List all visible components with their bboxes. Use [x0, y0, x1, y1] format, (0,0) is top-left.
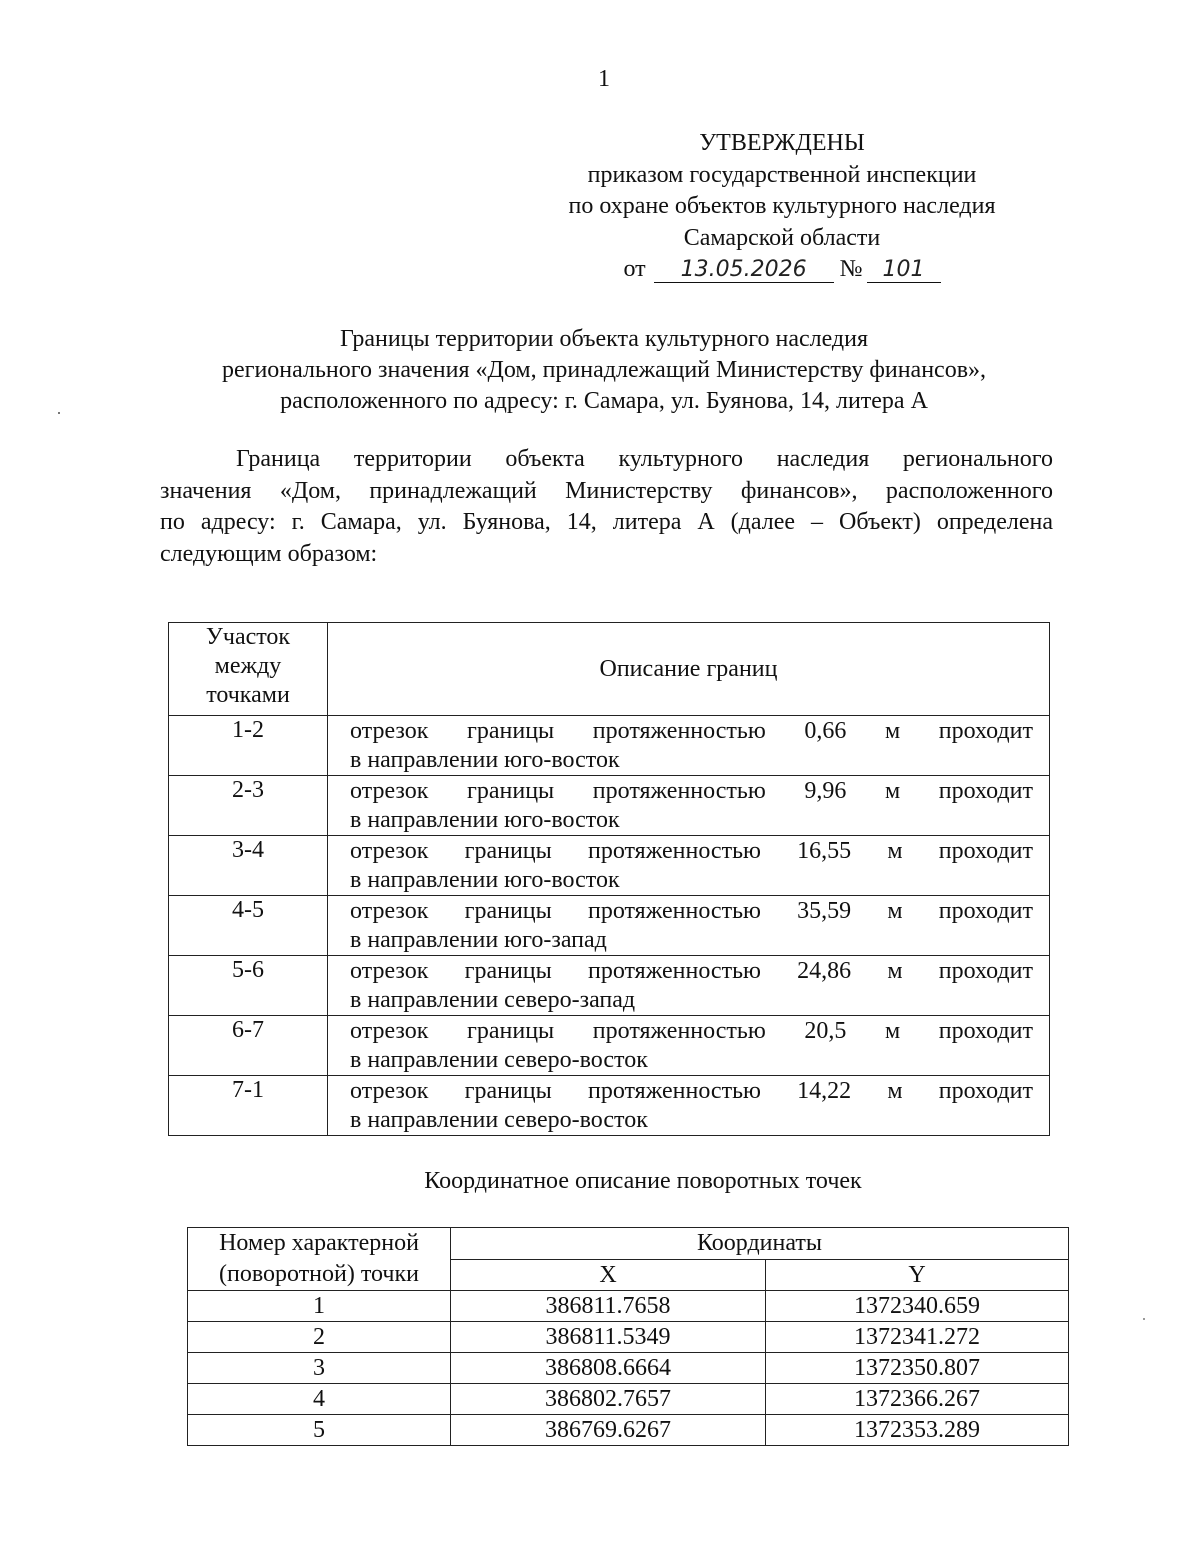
desc-word: границы	[467, 1018, 555, 1044]
desc-word: границы	[464, 838, 552, 864]
table-row	[169, 896, 1050, 956]
table-row	[169, 776, 1050, 836]
desc-word: отрезок	[350, 838, 429, 864]
desc-word: протяженностью	[592, 1018, 766, 1044]
approval-heading: УТВЕРЖДЕНЫ	[699, 130, 865, 156]
segment-cell: 2-3	[169, 776, 328, 836]
y-cell: 1372353.289	[766, 1415, 1069, 1446]
point-cell: 5	[188, 1415, 451, 1446]
unit: м	[887, 838, 903, 864]
intro-line: Граница территории объекта культурного наследия регионального	[236, 446, 1053, 472]
desc-word: протяженностью	[587, 1078, 761, 1104]
direction-line: в направлении юго-восток	[350, 747, 620, 773]
header-point-line: (поворотной) точки	[219, 1261, 419, 1287]
description-line	[350, 1016, 1033, 1045]
segment-cell: 7-1	[169, 1076, 328, 1136]
header-segment-line: между	[214, 653, 282, 679]
approval-line: приказом государственной инспекции	[587, 161, 977, 188]
unit: м	[887, 898, 903, 924]
length-value: 14,22	[797, 1078, 852, 1104]
description-cell	[328, 1076, 1050, 1136]
segment-cell: 1-2	[169, 716, 328, 776]
intro-line: по адресу: г. Самара, ул. Буянова, 14, литера А (далее – Объект) определена	[160, 509, 1053, 535]
document-title	[150, 324, 1058, 417]
direction-line: в направлении юго-восток	[350, 807, 620, 833]
unit: м	[884, 778, 901, 804]
desc-word: отрезок	[350, 898, 429, 924]
segment-cell: 4-5	[169, 896, 328, 956]
desc-word: протяженностью	[592, 718, 766, 744]
length-value: 16,55	[797, 838, 852, 864]
length-value: 20,5	[804, 1018, 847, 1044]
approval-line: по охране объектов культурного наследия	[568, 193, 996, 219]
desc-word: протяженностью	[592, 778, 766, 804]
intro-line: значения «Дом, принадлежащий Министерству финансов», расположенного	[160, 477, 1053, 504]
handwritten-number: 101	[867, 258, 941, 283]
table-row	[169, 956, 1050, 1016]
title-line: регионального значения «Дом, принадлежащий Министерству финансов»,	[221, 357, 987, 383]
header-point	[188, 1228, 451, 1291]
direction-line: в направлении северо-восток	[350, 1047, 648, 1073]
desc-word: границы	[464, 1078, 552, 1104]
length-value: 35,59	[797, 898, 852, 924]
header-segment-line: Участок	[205, 624, 291, 650]
description-cell	[328, 716, 1050, 776]
y-cell: 1372350.807	[766, 1353, 1069, 1384]
description-line	[350, 836, 1033, 865]
header-point-line: Номер характерной	[219, 1230, 419, 1256]
desc-word: отрезок	[350, 1078, 429, 1104]
header-segment	[169, 623, 328, 716]
table-row	[188, 1353, 1069, 1384]
header-y: Y	[766, 1259, 1069, 1291]
direction-line: в направлении северо-запад	[350, 987, 636, 1013]
desc-word: отрезок	[350, 778, 429, 804]
x-cell: 386811.7658	[451, 1291, 766, 1322]
description-cell	[328, 896, 1050, 956]
segment-cell: 5-6	[169, 956, 328, 1016]
boundary-table-header	[169, 623, 1050, 716]
coords-title: Координатное описание поворотных точек	[424, 1168, 862, 1194]
scan-speck	[58, 412, 60, 414]
scan-speck	[1143, 1318, 1145, 1320]
desc-word: отрезок	[350, 1018, 429, 1044]
table-row	[169, 1016, 1050, 1076]
unit: м	[887, 958, 903, 984]
x-cell: 386808.6664	[451, 1353, 766, 1384]
table-row	[169, 1076, 1050, 1136]
table-row	[188, 1384, 1069, 1415]
header-x: X	[451, 1259, 766, 1291]
description-line	[350, 1076, 1033, 1105]
table-row	[169, 716, 1050, 776]
intro-paragraph	[160, 444, 1053, 570]
y-cell: 1372366.267	[766, 1384, 1069, 1415]
description-line	[350, 776, 1033, 805]
desc-word: протяженностью	[587, 958, 761, 984]
point-cell: 3	[188, 1353, 451, 1384]
unit: м	[884, 718, 901, 744]
table-row	[169, 836, 1050, 896]
desc-word: отрезок	[350, 718, 429, 744]
coords-table	[187, 1227, 1069, 1446]
desc-word: проходит	[938, 1018, 1033, 1044]
description-line	[350, 896, 1033, 925]
boundary-table	[168, 622, 1050, 1136]
desc-word: протяженностью	[587, 898, 761, 924]
approval-date-line	[545, 254, 1019, 286]
direction-line: в направлении северо-восток	[350, 1107, 648, 1133]
desc-word: проходит	[938, 1078, 1033, 1104]
header-coordinates: Координаты	[451, 1228, 1069, 1260]
approval-block	[545, 128, 1019, 286]
point-cell: 4	[188, 1384, 451, 1415]
unit: м	[884, 1018, 901, 1044]
desc-word: проходит	[938, 778, 1033, 804]
x-cell: 386811.5349	[451, 1322, 766, 1353]
header-segment-line: точками	[206, 682, 290, 708]
number-sign: №	[839, 256, 863, 282]
direction-line: в направлении юго-запад	[350, 927, 607, 953]
table-row	[188, 1291, 1069, 1322]
description-line	[350, 956, 1033, 985]
length-value: 9,96	[804, 778, 847, 804]
desc-word: границы	[464, 958, 552, 984]
coords-header-row	[188, 1228, 1069, 1260]
desc-word: проходит	[938, 958, 1033, 984]
desc-word: отрезок	[350, 958, 429, 984]
table-row	[188, 1322, 1069, 1353]
desc-word: границы	[464, 898, 552, 924]
date-prefix: от	[623, 256, 646, 282]
x-cell: 386802.7657	[451, 1384, 766, 1415]
table-row	[188, 1415, 1069, 1446]
description-cell	[328, 836, 1050, 896]
desc-word: проходит	[938, 898, 1033, 924]
y-cell: 1372340.659	[766, 1291, 1069, 1322]
unit: м	[887, 1078, 903, 1104]
x-cell: 386769.6267	[451, 1415, 766, 1446]
point-cell: 2	[188, 1322, 451, 1353]
intro-line: следующим образом:	[160, 540, 378, 567]
handwritten-date: 13.05.2026	[654, 258, 834, 283]
description-cell	[328, 776, 1050, 836]
segment-cell: 6-7	[169, 1016, 328, 1076]
desc-word: границы	[467, 778, 555, 804]
description-line	[350, 716, 1033, 745]
desc-word: границы	[467, 718, 555, 744]
title-line: Границы территории объекта культурного наследия	[339, 326, 869, 352]
direction-line: в направлении юго-восток	[350, 867, 620, 893]
length-value: 24,86	[797, 958, 852, 984]
desc-word: проходит	[938, 838, 1033, 864]
length-value: 0,66	[804, 718, 847, 744]
desc-word: протяженностью	[587, 838, 761, 864]
point-cell: 1	[188, 1291, 451, 1322]
approval-line: Самарской области	[683, 224, 881, 251]
description-cell	[328, 1016, 1050, 1076]
description-cell	[328, 956, 1050, 1016]
desc-word: проходит	[938, 718, 1033, 744]
page-number: 1	[598, 66, 610, 92]
header-description: Описание границ	[328, 623, 1050, 716]
title-line: расположенного по адресу: г. Самара, ул. Буянова, 14, литера А	[280, 388, 928, 414]
y-cell: 1372341.272	[766, 1322, 1069, 1353]
segment-cell: 3-4	[169, 836, 328, 896]
